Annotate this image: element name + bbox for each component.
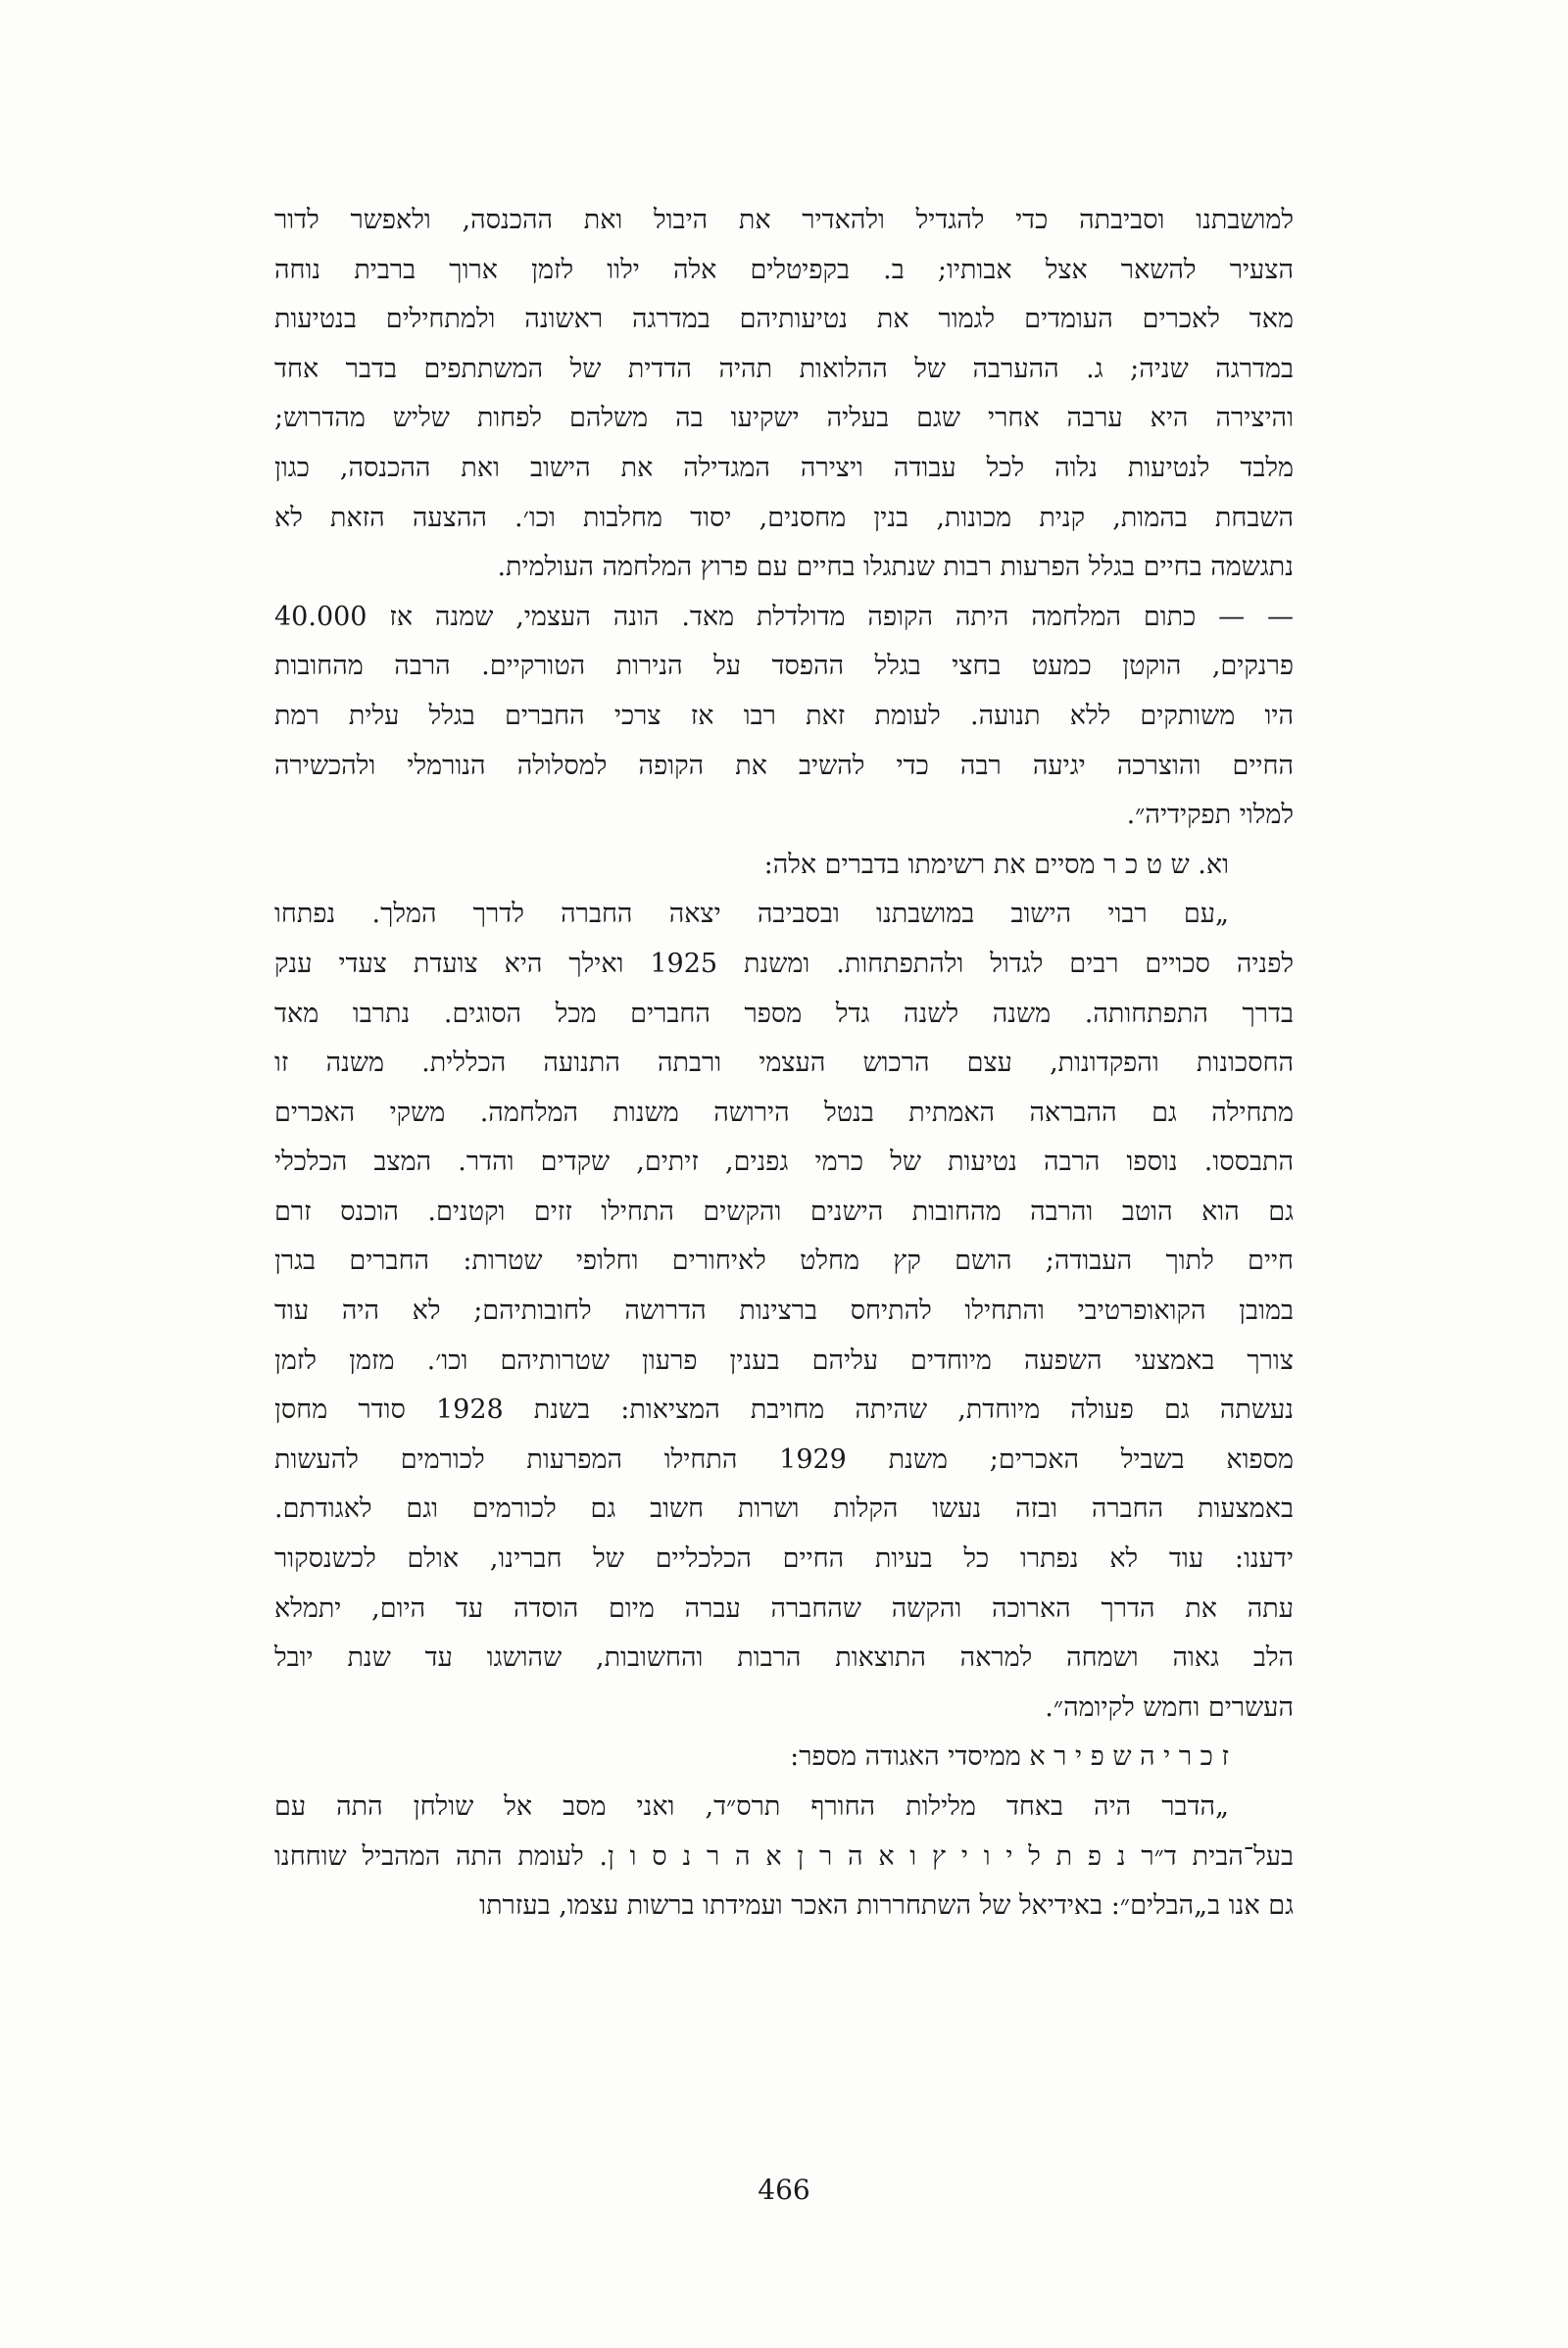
- paragraph: [274, 196, 1294, 593]
- text-line: נתגשמה בחיים בגלל הפרעות רבות שנתגלו בחיים עם פרוץ המלחמה העולמית.: [497, 552, 1294, 583]
- text-line: בדרך התפתחותה. משנה לשנה גדל מספר החברים מכל הסוגים. נתרבו מאד: [274, 998, 1294, 1029]
- text-line: למושבתנו וסביבתה כדי להגדיל ולהאדיר את היבול ואת ההכנסה, ולאפשר לדור: [274, 205, 1294, 235]
- text-line: וא. ש ט כ ר מסיים את רשימתו בדברים אלה:: [763, 849, 1229, 880]
- text-line: היו משותקים ללא תנועה. לעומת זאת רבו אז צרכי החברים בגלל עלית רמת: [274, 700, 1294, 731]
- paragraph: [274, 1733, 1294, 1783]
- text-line: באמצעות החברה ובזה נעשו הקלות ושרות חשוב גם לכורמים וגם לאגודתם.: [274, 1493, 1294, 1525]
- text-line: בעל־הבית ד״ר נ פ ת ל י ו י ץ ו א ה ר ן א ה ר נ ס ו ן. לעומת התה המהביל שוחחנו: [274, 1840, 1294, 1872]
- paragraph: [274, 890, 1294, 1733]
- paragraph: [274, 1783, 1294, 1932]
- paragraph: [274, 841, 1294, 891]
- text-line: „עם רבוי הישוב במושבתנו ובסביבה יצאה החברה לדרך המלך. נפתחו: [274, 899, 1229, 930]
- text-line: גם אנו ב„הבלים״: באידיאל של השתחררות האכר ועמידתו ברשות עצמו, בעזרתו: [479, 1890, 1294, 1922]
- text-line: השבחת בהמות, קנית מכונות, בנין מחסנים, יסוד מחלבות וכו׳. ההצעה הזאת לא: [274, 502, 1294, 533]
- text-line: ידענו: עוד לא נפתרו כל בעיות החיים הכלכליים של חברינו, אולם לכשנסקור: [274, 1543, 1294, 1575]
- text-line: החיים והוצרכה יגיעה רבה כדי להשיב את הקופה למסלולה הנורמלי ולהכשירה: [274, 750, 1294, 781]
- text-line: הלב גאוה ושמחה למראה התוצאות הרבות והחשובות, שהושגו עד שנת יובל: [274, 1642, 1294, 1674]
- text-line: מספוא בשביל האכרים; משנת 1929 התחילו המפרעות לכורמים להעשות: [274, 1443, 1294, 1475]
- text-line: צורך באמצעי השפעה מיוחדים עליהם בענין פרעון שטרותיהם וכו׳. מזמן לזמן: [274, 1345, 1294, 1376]
- text-line: חיים לתוך העבודה; הושם קץ מחלט לאיחורים וחלופי שטרות: החברים בגרן: [274, 1246, 1294, 1277]
- text-line: במובן הקואופרטיבי והתחילו להתיחס ברצינות הדרושה לחובותיהם; לא היה עוד: [274, 1296, 1294, 1327]
- text-line: מלבד לנטיעות נלוה לכל עבודה ויצירה המגדילה את הישוב ואת ההכנסה, כגון: [274, 452, 1294, 483]
- text-line: פרנקים, הוקטן כמעט בחצי בגלל ההפסד על הנירות הטורקיים. הרבה מהחובות: [274, 651, 1294, 682]
- text-line: ז כ ר י ה ש פ י ר א ממיסדי האגודה מספר:: [790, 1741, 1229, 1773]
- text-line: גם הוא הוטב והרבה מהחובות הישנים והקשים התחילו זזים וקטנים. הוכנס זרם: [274, 1196, 1294, 1227]
- text-line: והיצירה היא ערבה אחרי שגם בעליה ישקיעו בה משלהם לפחות שליש מהדרוש;: [274, 403, 1294, 434]
- text-line: לפניה סכויים רבים לגדול ולהתפתחות. ומשנת 1925 ואילך היא צועדת צעדי ענק: [274, 948, 1294, 979]
- paragraph: [274, 593, 1294, 841]
- text-line: נעשתה גם פעולה מיוחדת, שהיתה מחויבת המציאות: בשנת 1928 סודר מחסן: [274, 1394, 1294, 1426]
- text-line: מתחילה גם ההבראה האמתית בנטל הירושה משנות המלחמה. משקי האכרים: [274, 1097, 1294, 1128]
- body-text: [274, 196, 1294, 1932]
- text-line: במדרגה שניה; ג. ההערבה של ההלואות תהיה הדדית של המשתתפים בדבר אחד: [274, 353, 1294, 384]
- page-number: 466: [758, 2174, 810, 2206]
- text-line: העשרים וחמש לקיומה״.: [1045, 1691, 1294, 1723]
- text-line: למלוי תפקידיה״.: [1126, 800, 1294, 831]
- text-line: הצעיר להשאר אצל אבותיו; ב. בקפיטלים אלה ילוו לזמן ארוך ברבית נוחה: [274, 254, 1294, 285]
- text-line: החסכונות והפקדונות, עצם הרכוש העצמי ורבתה התנועה הכללית. משנה זו: [274, 1048, 1294, 1079]
- text-line: — — כתום המלחמה היתה הקופה מדולדלת מאד. הונה העצמי, שמנה אז 40.000: [274, 601, 1294, 632]
- text-line: התבססו. נוספו הרבה נטיעות של כרמי גפנים, זיתים, שקדים והדר. המצב הכלכלי: [274, 1147, 1294, 1178]
- text-line: „הדבר היה באחד מלילות החורף תרס״ד, ואני מסב אל שולחן התה עם: [274, 1791, 1229, 1822]
- text-line: מאד לאכרים העומדים לגמור את נטיעותיהם במדרגה ראשונה ולמתחילים בנטיעות: [274, 304, 1294, 335]
- text-line: עתה את הדרך הארוכה והקשה שהחברה עברה מיום הוסדה עד היום, יתמלא: [274, 1592, 1294, 1624]
